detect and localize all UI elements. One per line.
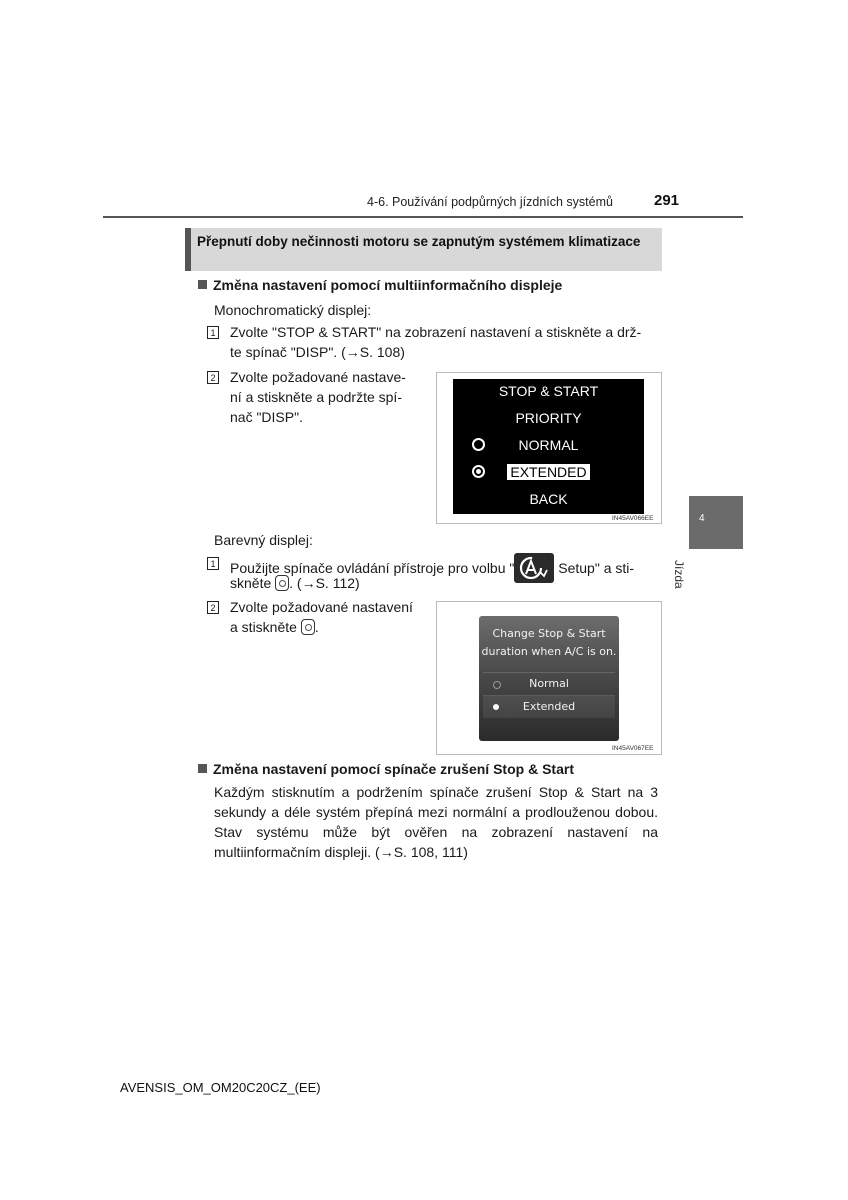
step-text-part: a stiskněte xyxy=(230,619,297,635)
bullet-square-icon xyxy=(198,764,207,773)
mono-menu-priority: PRIORITY xyxy=(515,410,582,426)
color-option-row-selected xyxy=(483,696,615,718)
step-number: 1 xyxy=(207,557,219,570)
figure-code: IN45AV066EE xyxy=(612,515,654,522)
figure-code: IN45AV067EE xyxy=(612,745,654,752)
step-number: 2 xyxy=(207,601,219,614)
step-text-part: skněte xyxy=(230,575,272,591)
color-menu-title-line2: duration when A/C is on. xyxy=(481,645,617,658)
step-text: te spínač "DISP". (→S. 108) xyxy=(230,344,405,360)
enter-button-icon xyxy=(275,575,289,591)
color-option-normal: Normal xyxy=(529,677,569,690)
step-number: 2 xyxy=(207,371,219,384)
step-text-part: Setup" a sti- xyxy=(554,560,635,576)
mono-option-extended xyxy=(453,464,644,480)
subheading-cancel-switch xyxy=(198,761,574,777)
mono-option-normal: NORMAL xyxy=(518,437,579,453)
mono-display-label: Monochromatický displej: xyxy=(214,302,372,318)
subheading-text: Změna nastavení pomocí spínače zrušení Stop & Start xyxy=(213,761,574,777)
color-option-row xyxy=(483,672,615,696)
body-paragraph: Každým stisknutím a podržením spínače zrušení Stop & Start na 3 sekundy a déle systém přepíná mezi normální a prodlouženou dobou. Stav systému může být ověřen na zobrazení nastavení na multiinformačním displeji. (→S. 108, 111) xyxy=(214,784,658,860)
mono-menu-back: BACK xyxy=(529,491,568,507)
step-text xyxy=(230,573,360,593)
bullet-square-icon xyxy=(198,280,207,289)
color-menu-title-line1: Change Stop & Start xyxy=(492,627,606,640)
section-title: Přepnutí doby nečinnosti motoru se zapnutým systémem klimatizace xyxy=(197,234,641,249)
step-text: nač "DISP". xyxy=(230,409,303,425)
color-display-label: Barevný displej: xyxy=(214,532,313,548)
running-header: 4-6. Používání podpůrných jízdních systémů xyxy=(367,195,613,209)
step-text xyxy=(230,617,319,637)
color-option-extended: Extended xyxy=(522,700,576,713)
mono-display-screen xyxy=(453,379,644,514)
color-display-screen xyxy=(479,616,619,741)
step-text: Zvolte požadované nastavení xyxy=(230,599,413,615)
mono-menu-title: STOP & START xyxy=(498,383,599,399)
page-number: 291 xyxy=(654,192,680,209)
step-text-part: . xyxy=(314,619,319,635)
step-number: 1 xyxy=(207,326,219,339)
subheading-text: Změna nastavení pomocí multiinformačního displeje xyxy=(213,277,563,293)
vehicle-settings-icon xyxy=(514,553,554,583)
step-text-part: Použijte spínače ovládání přístroje pro volbu " xyxy=(230,560,515,576)
subheading-multiinfo xyxy=(198,277,562,293)
enter-button-icon xyxy=(301,619,315,635)
step-text: ní a stiskněte a podržte spí- xyxy=(230,389,402,405)
header-rule xyxy=(103,216,743,218)
footer-code: AVENSIS_OM_OM20C20CZ_(EE) xyxy=(120,1080,321,1095)
step-text-part: . (→S. 112) xyxy=(289,575,360,591)
mono-option-extended-label: EXTENDED xyxy=(507,464,589,480)
step-text: Zvolte požadované nastave- xyxy=(230,369,406,385)
step-text: Zvolte "STOP & START" na zobrazení nastavení a stiskněte a drž- xyxy=(230,324,642,340)
chapter-number: 4 xyxy=(699,513,705,524)
chapter-tab xyxy=(689,496,743,549)
section-title-accent xyxy=(185,228,191,271)
chapter-label: Jízda xyxy=(672,560,686,589)
